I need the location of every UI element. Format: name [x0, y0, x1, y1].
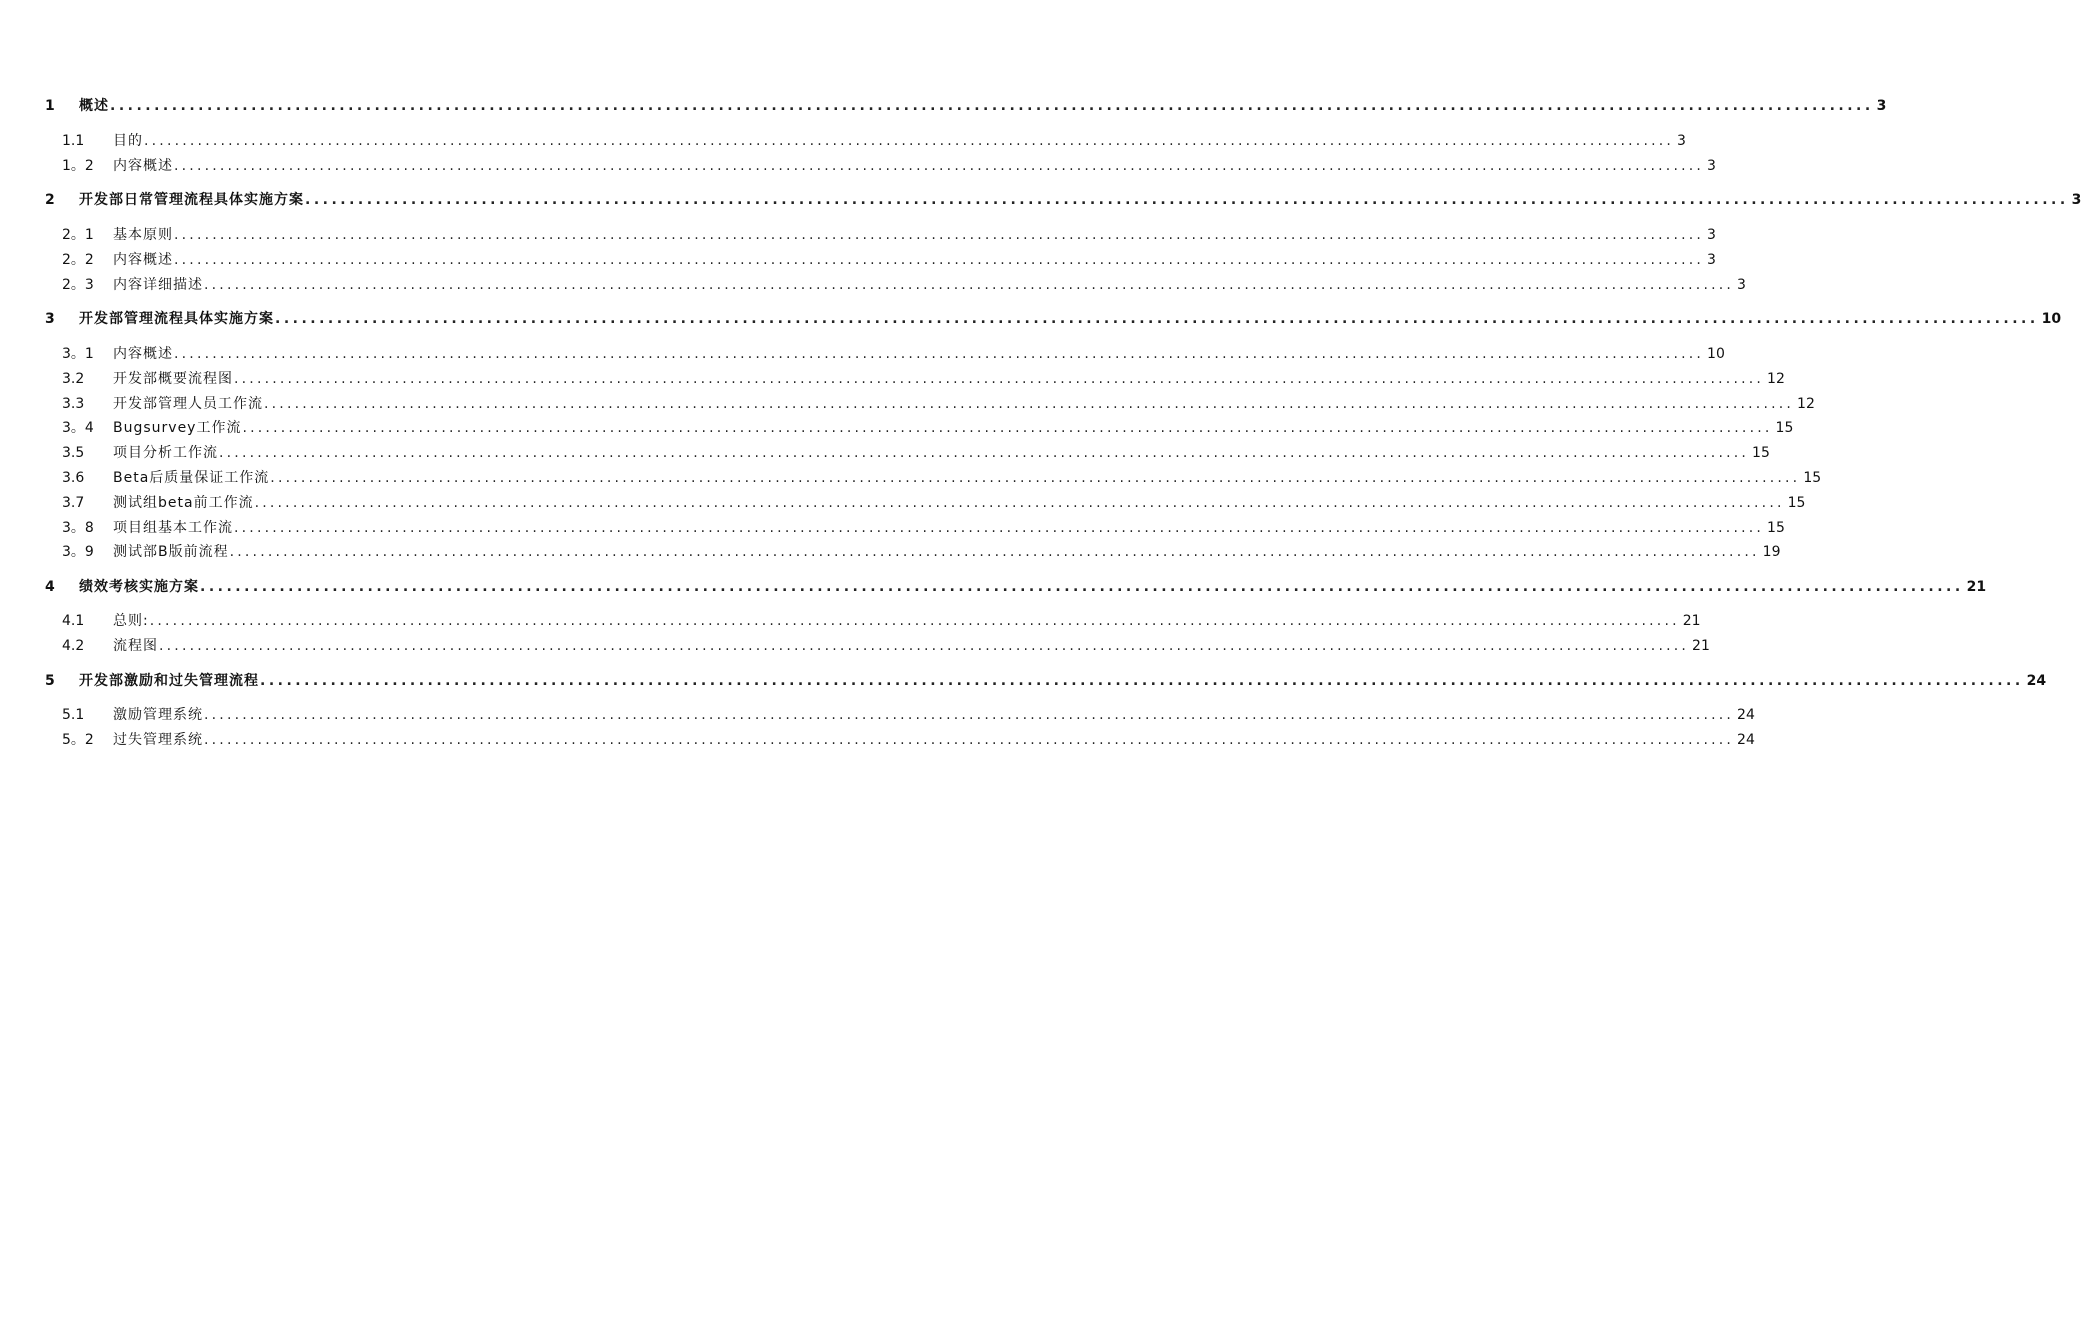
toc-entry-title: 内容概述 — [113, 346, 173, 362]
toc-entry[interactable] — [62, 132, 1686, 150]
toc-dot-leader: ........................................................................................................................................................................................................ — [260, 673, 2024, 689]
toc-entry-title: 基本原则 — [113, 227, 173, 243]
toc-entry[interactable] — [62, 612, 1701, 630]
toc-entry-title: 总则: — [113, 613, 149, 629]
toc-dot-leader: ........................................................................................................................................................................................................ — [305, 192, 2069, 208]
toc-entry[interactable] — [62, 637, 1710, 655]
toc-entry-title: 内容概述 — [113, 158, 173, 174]
toc-entry-title: 绩效考核实施方案 — [79, 579, 199, 595]
toc-entry-title: 测试部B版前流程 — [113, 544, 229, 560]
toc-entry-title: 概述 — [79, 98, 109, 114]
toc-dot-leader: ........................................................................................................................................................................................................ — [200, 579, 1964, 595]
toc-dot-leader: ........................................................................................................................................................................................................ — [144, 133, 1675, 149]
toc-entry-number: 3。8 — [62, 520, 94, 536]
toc-entry-page: 12 — [1797, 396, 1815, 412]
toc-entry-page: 15 — [1787, 495, 1806, 511]
toc-entry-page: 15 — [1775, 420, 1794, 436]
toc-entry[interactable] — [62, 731, 1755, 749]
toc-entry-number: 5。2 — [62, 732, 94, 748]
toc-entry-number: 3.5 — [62, 445, 85, 461]
toc-entry-number: 1 — [45, 98, 55, 114]
toc-entry[interactable] — [62, 444, 1770, 462]
toc-dot-leader: ........................................................................................................................................................................................................ — [270, 470, 1801, 486]
toc-entry-page: 3 — [2071, 192, 2081, 208]
toc-entry-title: 激励管理系统 — [113, 707, 203, 723]
toc-dot-leader: ........................................................................................................................................................................................................ — [234, 520, 1765, 536]
toc-entry-page: 15 — [1803, 470, 1822, 486]
toc-entry[interactable] — [62, 226, 1716, 244]
toc-entry-title: 项目分析工作流 — [113, 445, 218, 461]
toc-entry-page: 21 — [1692, 638, 1710, 654]
toc-entry[interactable] — [62, 519, 1785, 537]
toc-dot-leader: ........................................................................................................................................................................................................ — [242, 420, 1773, 436]
toc-entry-number: 2。3 — [62, 277, 94, 293]
toc-entry-title: 内容详细描述 — [113, 277, 203, 293]
toc-entry-page: 3 — [1737, 277, 1746, 293]
toc-entry-number: 3。9 — [62, 544, 94, 560]
toc-dot-leader: ........................................................................................................................................................................................................ — [204, 732, 1735, 748]
toc-entry[interactable] — [62, 706, 1755, 724]
toc-entry-number: 1。2 — [62, 158, 94, 174]
toc-entry-number: 4 — [45, 579, 55, 595]
toc-entry[interactable] — [45, 310, 2062, 328]
toc-entry-page: 10 — [2041, 311, 2062, 327]
toc-dot-leader: ........................................................................................................................................................................................................ — [174, 252, 1705, 268]
toc-entry[interactable] — [62, 469, 1822, 487]
toc-entry-title: 测试组beta前工作流 — [113, 495, 254, 511]
toc-entry[interactable] — [62, 370, 1785, 388]
toc-entry-number: 1.1 — [62, 133, 85, 149]
toc-entry-number: 3。4 — [62, 420, 94, 436]
toc-entry-number: 3。1 — [62, 346, 94, 362]
toc-entry-title: 目的 — [113, 133, 143, 149]
toc-entry-title: 过失管理系统 — [113, 732, 203, 748]
toc-entry[interactable] — [62, 543, 1781, 561]
toc-entry[interactable] — [62, 276, 1746, 294]
toc-dot-leader: ........................................................................................................................................................................................................ — [234, 371, 1765, 387]
toc-entry[interactable] — [45, 672, 2047, 690]
toc-entry-number: 3.3 — [62, 396, 85, 412]
toc-dot-leader: ........................................................................................................................................................................................................ — [275, 311, 2039, 327]
toc-entry-title: 开发部管理流程具体实施方案 — [79, 311, 274, 327]
toc-entry-page: 21 — [1966, 579, 1987, 595]
toc-dot-leader: ........................................................................................................................................................................................................ — [204, 277, 1735, 293]
toc-entry-title: 开发部激励和过失管理流程 — [79, 673, 259, 689]
toc-entry-page: 3 — [1707, 252, 1716, 268]
toc-dot-leader: ........................................................................................................................................................................................................ — [174, 346, 1705, 362]
toc-entry-page: 3 — [1677, 133, 1686, 149]
toc-entry[interactable] — [45, 578, 1987, 596]
toc-entry-page: 15 — [1752, 445, 1770, 461]
toc-dot-leader: ........................................................................................................................................................................................................ — [254, 495, 1785, 511]
toc-dot-leader: ........................................................................................................................................................................................................ — [219, 445, 1750, 461]
toc-entry-page: 19 — [1762, 544, 1781, 560]
toc-entry-title: 流程图 — [113, 638, 158, 654]
toc-entry-title: 开发部概要流程图 — [113, 371, 233, 387]
toc-entry-number: 2。2 — [62, 252, 94, 268]
toc-entry-number: 3.6 — [62, 470, 85, 486]
toc-entry-title: 项目组基本工作流 — [113, 520, 233, 536]
toc-entry-number: 5 — [45, 673, 55, 689]
toc-entry-page: 24 — [1737, 707, 1755, 723]
toc-entry-page: 12 — [1767, 371, 1785, 387]
toc-dot-leader: ........................................................................................................................................................................................................ — [149, 613, 1680, 629]
toc-entry[interactable] — [45, 191, 2081, 209]
toc-entry-page: 24 — [2026, 673, 2047, 689]
toc-dot-leader: ........................................................................................................................................................................................................ — [204, 707, 1735, 723]
toc-entry-page: 10 — [1707, 346, 1725, 362]
toc-dot-leader: ........................................................................................................................................................................................................ — [229, 544, 1760, 560]
toc-entry-number: 3.7 — [62, 495, 85, 511]
toc-entry[interactable] — [62, 419, 1794, 437]
toc-entry-number: 2。1 — [62, 227, 94, 243]
toc-entry-page: 3 — [1876, 98, 1887, 114]
toc-entry-title: Beta后质量保证工作流 — [113, 470, 270, 486]
toc-dot-leader: ........................................................................................................................................................................................................ — [110, 98, 1874, 114]
toc-entry-title: Bugsurvey工作流 — [113, 420, 242, 436]
toc-entry-number: 3.2 — [62, 371, 85, 387]
toc-dot-leader: ........................................................................................................................................................................................................ — [159, 638, 1690, 654]
toc-entry-title: 开发部日常管理流程具体实施方案 — [79, 192, 304, 208]
toc-entry[interactable] — [62, 251, 1716, 269]
toc-entry-title: 开发部管理人员工作流 — [113, 396, 263, 412]
toc-entry-number: 5.1 — [62, 707, 85, 723]
toc-entry[interactable] — [62, 395, 1815, 413]
toc-entry-page: 21 — [1682, 613, 1701, 629]
toc-entry-page: 24 — [1737, 732, 1755, 748]
toc-entry-number: 4.1 — [62, 613, 85, 629]
toc-entry[interactable] — [62, 345, 1725, 363]
toc-entry-page: 15 — [1767, 520, 1785, 536]
toc-entry-title: 内容概述 — [113, 252, 173, 268]
toc-entry-number: 4.2 — [62, 638, 85, 654]
toc-entry[interactable] — [62, 157, 1716, 175]
toc-dot-leader: ........................................................................................................................................................................................................ — [264, 396, 1795, 412]
toc-dot-leader: ........................................................................................................................................................................................................ — [174, 227, 1705, 243]
toc-entry-number: 2 — [45, 192, 55, 208]
toc-entry-page: 3 — [1707, 227, 1716, 243]
toc-entry-number: 3 — [45, 311, 55, 327]
toc-entry-page: 3 — [1707, 158, 1716, 174]
toc-dot-leader: ........................................................................................................................................................................................................ — [174, 158, 1705, 174]
toc-entry[interactable] — [45, 97, 1887, 115]
toc-entry[interactable] — [62, 494, 1806, 512]
